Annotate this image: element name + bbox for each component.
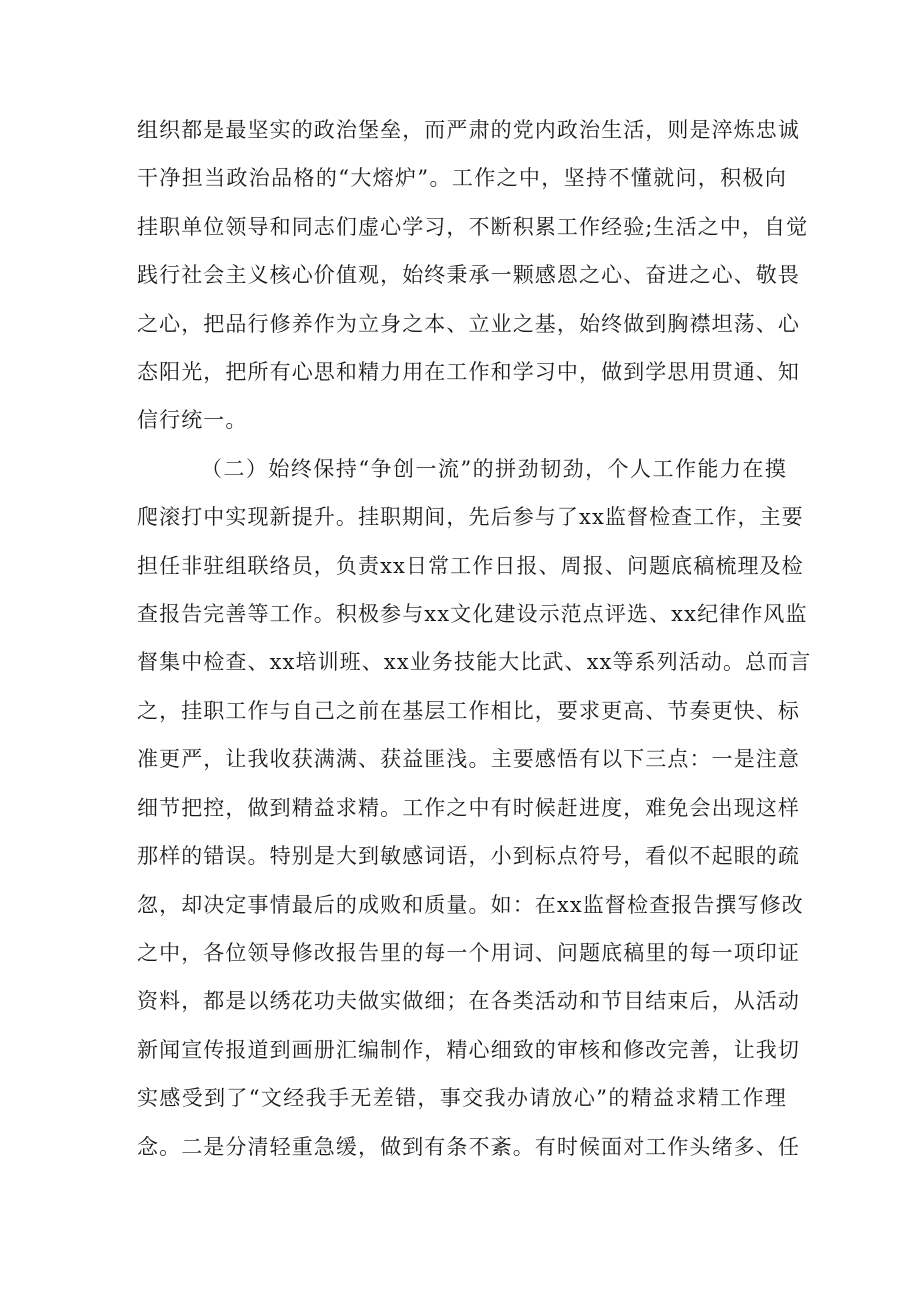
text-line: 之，挂职工作与自己之前在基层工作相比，要求更高、节奏更快、标 [137,698,800,723]
text-line: 担任非驻组联络员，负责xx日常工作日报、周报、问题底稿梳理及检 [137,553,804,578]
text-line: 新闻宣传报道到画册汇编制作，精心细致的审核和修改完善，让我切 [137,1037,800,1062]
text-line: 之心，把品行修养作为立身之本、立业之基，始终做到胸襟坦荡、心 [137,311,800,336]
text-line: 信行统一。 [137,408,248,433]
text-line: 态阳光，把所有心思和精力用在工作和学习中，做到学思用贯通、知 [137,360,800,385]
text-line: 之中，各位领导修改报告里的每一个用词、问题底稿里的每一项印证 [137,940,800,965]
text-line: （二）始终保持“争创一流”的拼劲韧劲，个人工作能力在摸 [201,456,787,481]
text-line: 实感受到了“文经我手无差错，事交我办请放心”的精益求精工作理 [137,1086,787,1111]
text-line: 干净担当政治品格的“大熔炉”。工作之中，坚持不懂就问，积极向 [137,166,787,191]
text-line: 细节把控，做到精益求精。工作之中有时候赶进度，难免会出现这样 [137,795,800,820]
text-line: 组织都是最坚实的政治堡垒，而严肃的党内政治生活，则是淬炼忠诚 [137,118,800,142]
text-line: 践行社会主义核心价值观，始终秉承一颗感恩之心、奋进之心、敬畏 [137,263,800,288]
text-line: 忽，却决定事情最后的成败和质量。如：在xx监督检查报告撰写修改 [137,892,804,917]
paragraph-2 [137,445,812,1171]
paragraph-1 [137,106,809,445]
text-line: 那样的错误。特别是大到敏感词语，小到标点符号，看似不起眼的疏 [137,844,800,869]
document-body [137,106,812,1171]
text-line: 爬滚打中实现新提升。挂职期间，先后参与了xx监督检查工作，主要 [137,505,804,530]
text-line: 挂职单位领导和同志们虚心学习，不断积累工作经验;生活之中，自觉 [137,214,809,239]
text-line: 督集中检查、xx培训班、xx业务技能大比武、xx等系列活动。总而言 [137,650,812,675]
text-line: 查报告完善等工作。积极参与xx文化建设示范点评选、xx纪律作风监 [137,602,808,627]
text-line: 念。二是分清轻重急缓，做到有条不紊。有时候面对工作头绪多、任 [137,1134,800,1159]
text-line: 准更严，让我收获满满、获益匪浅。主要感悟有以下三点：一是注意 [137,747,800,772]
text-line: 资料，都是以绣花功夫做实做细；在各类活动和节目结束后，从活动 [137,989,800,1014]
